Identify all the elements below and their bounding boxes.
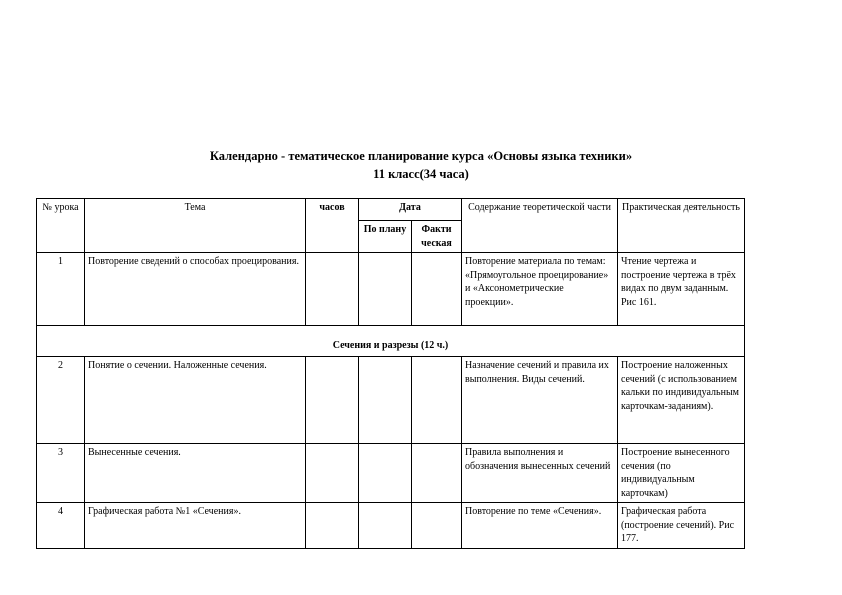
- row-topic: Понятие о сечении. Наложенные сечения.: [85, 357, 306, 444]
- row-hours: [306, 444, 359, 503]
- table-row: [37, 503, 745, 549]
- page-title: Календарно - тематическое планирование курса «Основы языка техники»: [209, 149, 633, 163]
- row-num: 1: [37, 253, 85, 326]
- header-practice: Практическая деятельность: [618, 199, 745, 253]
- row-plan: [359, 503, 412, 549]
- row-topic: Графическая работа №1 «Сечения».: [85, 503, 306, 549]
- table-row: [37, 253, 745, 326]
- planning-table: [36, 198, 745, 549]
- header-row: [37, 199, 745, 221]
- row-practice: Построение вынесенного сечения (по индивидуальным карточкам): [618, 444, 745, 503]
- row-topic: Повторение сведений о способах проецирования.: [85, 253, 306, 326]
- header-content: Содержание теоретической части: [462, 199, 618, 253]
- row-plan: [359, 444, 412, 503]
- row-practice: Чтение чертежа и построение чертежа в трёх видах по двум заданным. Рис 161.: [618, 253, 745, 326]
- row-topic: Вынесенные сечения.: [85, 444, 306, 503]
- section-row: [37, 326, 745, 357]
- row-fact: [412, 444, 462, 503]
- row-content: Назначение сечений и правила их выполнения. Виды сечений.: [462, 357, 618, 444]
- page-subtitle: 11 класс(34 часа): [373, 167, 469, 181]
- row-hours: [306, 503, 359, 549]
- row-num: 3: [37, 444, 85, 503]
- section-title: Сечения и разрезы (12 ч.): [37, 326, 745, 357]
- header-fact: Факти ческая: [412, 221, 462, 253]
- row-fact: [412, 253, 462, 326]
- header-date: Дата: [359, 199, 462, 221]
- header-num: № урока: [37, 199, 85, 253]
- row-practice: Графическая работа (построение сечений). Рис 177.: [618, 503, 745, 549]
- row-num: 4: [37, 503, 85, 549]
- table-row: [37, 357, 745, 444]
- row-fact: [412, 357, 462, 444]
- row-hours: [306, 253, 359, 326]
- row-num: 2: [37, 357, 85, 444]
- row-content: Правила выполнения и обозначения вынесенных сечений: [462, 444, 618, 503]
- header-hours: часов: [306, 199, 359, 253]
- row-plan: [359, 357, 412, 444]
- table-row: [37, 444, 745, 503]
- row-content: Повторение материала по темам: «Прямоугольное проецирование» и «Аксонометрические проекции».: [462, 253, 618, 326]
- row-fact: [412, 503, 462, 549]
- header-plan: По плану: [359, 221, 412, 253]
- row-practice: Построение наложенных сечений (с использованием кальки по индивидуальным карточкам-заданиям).: [618, 357, 745, 444]
- header-topic: Тема: [85, 199, 306, 253]
- row-plan: [359, 253, 412, 326]
- row-content: Повторение по теме «Сечения».: [462, 503, 618, 549]
- row-hours: [306, 357, 359, 444]
